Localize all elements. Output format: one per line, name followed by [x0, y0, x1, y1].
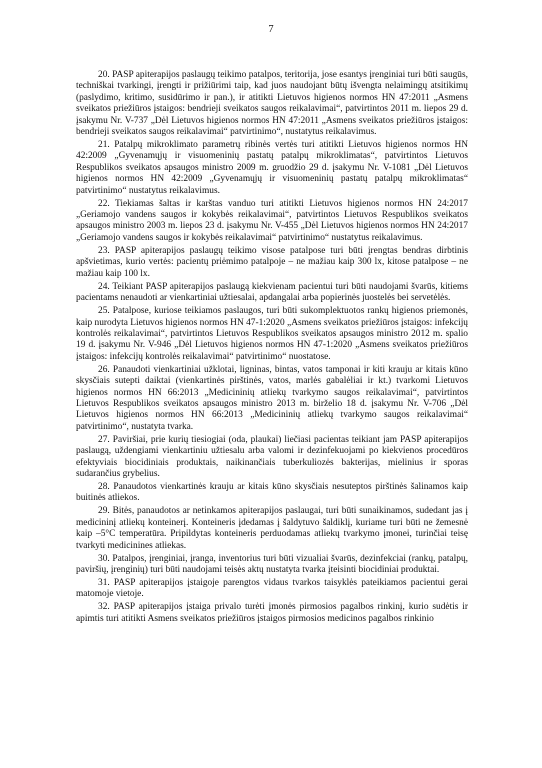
paragraph-28: 28. Panaudotos vienkartinės krauju ar kitais kūno skysčiais nesuteptos pirštinės šalinamos kaip buitinės atliekos.: [76, 481, 468, 504]
paragraph-20: 20. PASP apiterapijos paslaugų teikimo patalpos, teritorija, jose esantys įrenginiai turi būti saugūs, techniškai tvarkingi, įrengti ir prižiūrimi taip, kad juos naudojant būtų išvengta nelaimingų atsitikimų (paslydimo, kritimo, susidūrimo ir pan.), ir atitikti Lietuvos higienos normos HN 47:2011 „Asmens sveikatos priežiūros įstaigos: bendrieji sveikatos saugos reikalavimai“, patvirtintos 2011 m. liepos 29 d. įsakymu Nr. V-737 „Dėl Lietuvos higienos normos HN 47:2011 „Asmens sveikatos priežiūros įstaigos: bendrieji sveikatos saugos reikalavimai“ patvirtinimo“, nustatytus reikalavimus.: [76, 70, 468, 138]
document-body: [76, 70, 468, 625]
paragraph-29: 29. Bitės, panaudotos ar netinkamos apiterapijos paslaugai, turi būti sunaikinamos, sudedant jas į medicininį atliekų konteinerį. Konteineris įdedamas į šaldytuvo šaldiklį, kuriame turi būti ne žemesnė kaip –5°C temperatūra. Pripildytas konteineris perduodamas atliekų tvarkymo įmonei, turinčiai teisę tvarkyti medicinines atliekas.: [76, 506, 468, 551]
paragraph-31: 31. PASP apiterapijos įstaigoje parengtos vidaus tvarkos taisyklės pateikiamos pacientui gerai matomoje vietoje.: [76, 578, 468, 600]
paragraph-22: 22. Tiekiamas šaltas ir karštas vanduo turi atitikti Lietuvos higienos normos HN 24:2017 „Geriamojo vandens saugos ir kokybės reikalavimai“, patvirtintos Lietuvos Respublikos sveikatos apsaugos ministro 2003 m. liepos 23 d. įsakymu Nr. V-455 „Dėl Lietuvos higienos normos HN 24:2017 „Geriamojo vandens saugos ir kokybės reikalavimai“ patvirtinimo“ nustatytus reikalavimus.: [76, 198, 468, 243]
paragraph-23: 23. PASP apiterapijos paslaugų teikimo visose patalpose turi būti įrengtas bendras dirbtinis apšvietimas, kurio vertės: pacientų priėmimo patalpoje – ne mažiau kaip 300 lx, kitose patalpose – ne mažiau kaip 100 lx.: [76, 245, 468, 279]
page-number: 7: [268, 24, 274, 35]
paragraph-25: 25. Patalpose, kuriose teikiamos paslaugos, turi būti sukomplektuotos rankų higienos priemonės, kaip nurodyta Lietuvos higienos normos HN 47-1:2020 „Asmens sveikatos priežiūros įstaigos: infekcijų kontrolės reikalavimai“, patvirtintos Lietuvos Respublikos sveikatos apsaugos ministro 2012 m. spalio 19 d. įsakymu Nr. V-946 „Dėl Lietuvos higienos normos HN 47-1:2020 „Asmens sveikatos priežiūros įstaigos: infekcijų kontrolės reikalavimai“ patvirtinimo“ nuostatose.: [76, 306, 468, 362]
paragraph-26: 26. Panaudoti vienkartiniai užklotai, ligninas, bintas, vatos tamponai ir kiti krauju ar kitais kūno skysčiais sutepti daiktai (vienkartinės pirštinės, vatos, marlės gabalėliai ir kt.) tvarkomi Lietuvos higienos normos HN 66:2013 „Medicininių atliekų tvarkymo saugos reikalavimai“, patvirtintos Lietuvos Respublikos sveikatos apsaugos ministro 2013 m. birželio 18 d. įsakymu Nr. V-706 „Dėl Lietuvos higienos normos HN 66:2013 „Medicininių atliekų tvarkymo saugos reikalavimai“ patvirtinimo“, nustatyta tvarka.: [76, 364, 468, 432]
paragraph-30: 30. Patalpos, įrenginiai, įranga, inventorius turi būti vizualiai švarūs, dezinfekciai (rankų, patalpų, paviršių, įrenginių) turi būti naudojami teisės aktų nustatyta tvarka įteisinti biocidiniai produktai.: [76, 553, 468, 575]
paragraph-32: 32. PASP apiterapijos įstaiga privalo turėti įmonės pirmosios pagalbos rinkinį, kurio sudėtis ir apimtis turi atitikti Asmens sveikatos priežiūros įstaigos pirmosios medicinos pagalbos rinkinio: [76, 602, 468, 624]
paragraph-24: 24. Teikiant PASP apiterapijos paslaugą kiekvienam pacientui turi būti naudojami švarūs, kitiems pacientams nenaudoti ar vienkartiniai užtiesalai, apdangalai arba popierinės juostelės bei servetėlės.: [76, 281, 468, 304]
paragraph-21: 21. Patalpų mikroklimato parametrų ribinės vertės turi atitikti Lietuvos higienos normos HN 42:2009 „Gyvenamųjų ir visuomeninių pastatų patalpų mikroklimatas“, patvirtintos Lietuvos Respublikos sveikatos apsaugos ministro 2009 m. gruodžio 29 d. įsakymu Nr. V-1081 „Dėl Lietuvos higienos normos HN 42:2009 „Gyvenamųjų ir visuomeninių pastatų patalpų mikroklimatas“ patvirtinimo“ nustatytus reikalavimus.: [76, 140, 468, 196]
paragraph-27: 27. Paviršiai, prie kurių tiesiogiai (oda, plaukai) liečiasi pacientas teikiant jam PASP apiterapijos paslaugą, uždengiami vienkartiniu užtiesalu arba valomi ir dezinfekuojami po kiekvienos procedūros efektyviais biocidiniais produktais, naikinančiais tuberkuliozės bakterijas, mielinius ir sporas sudarančius grybelius.: [76, 434, 468, 479]
